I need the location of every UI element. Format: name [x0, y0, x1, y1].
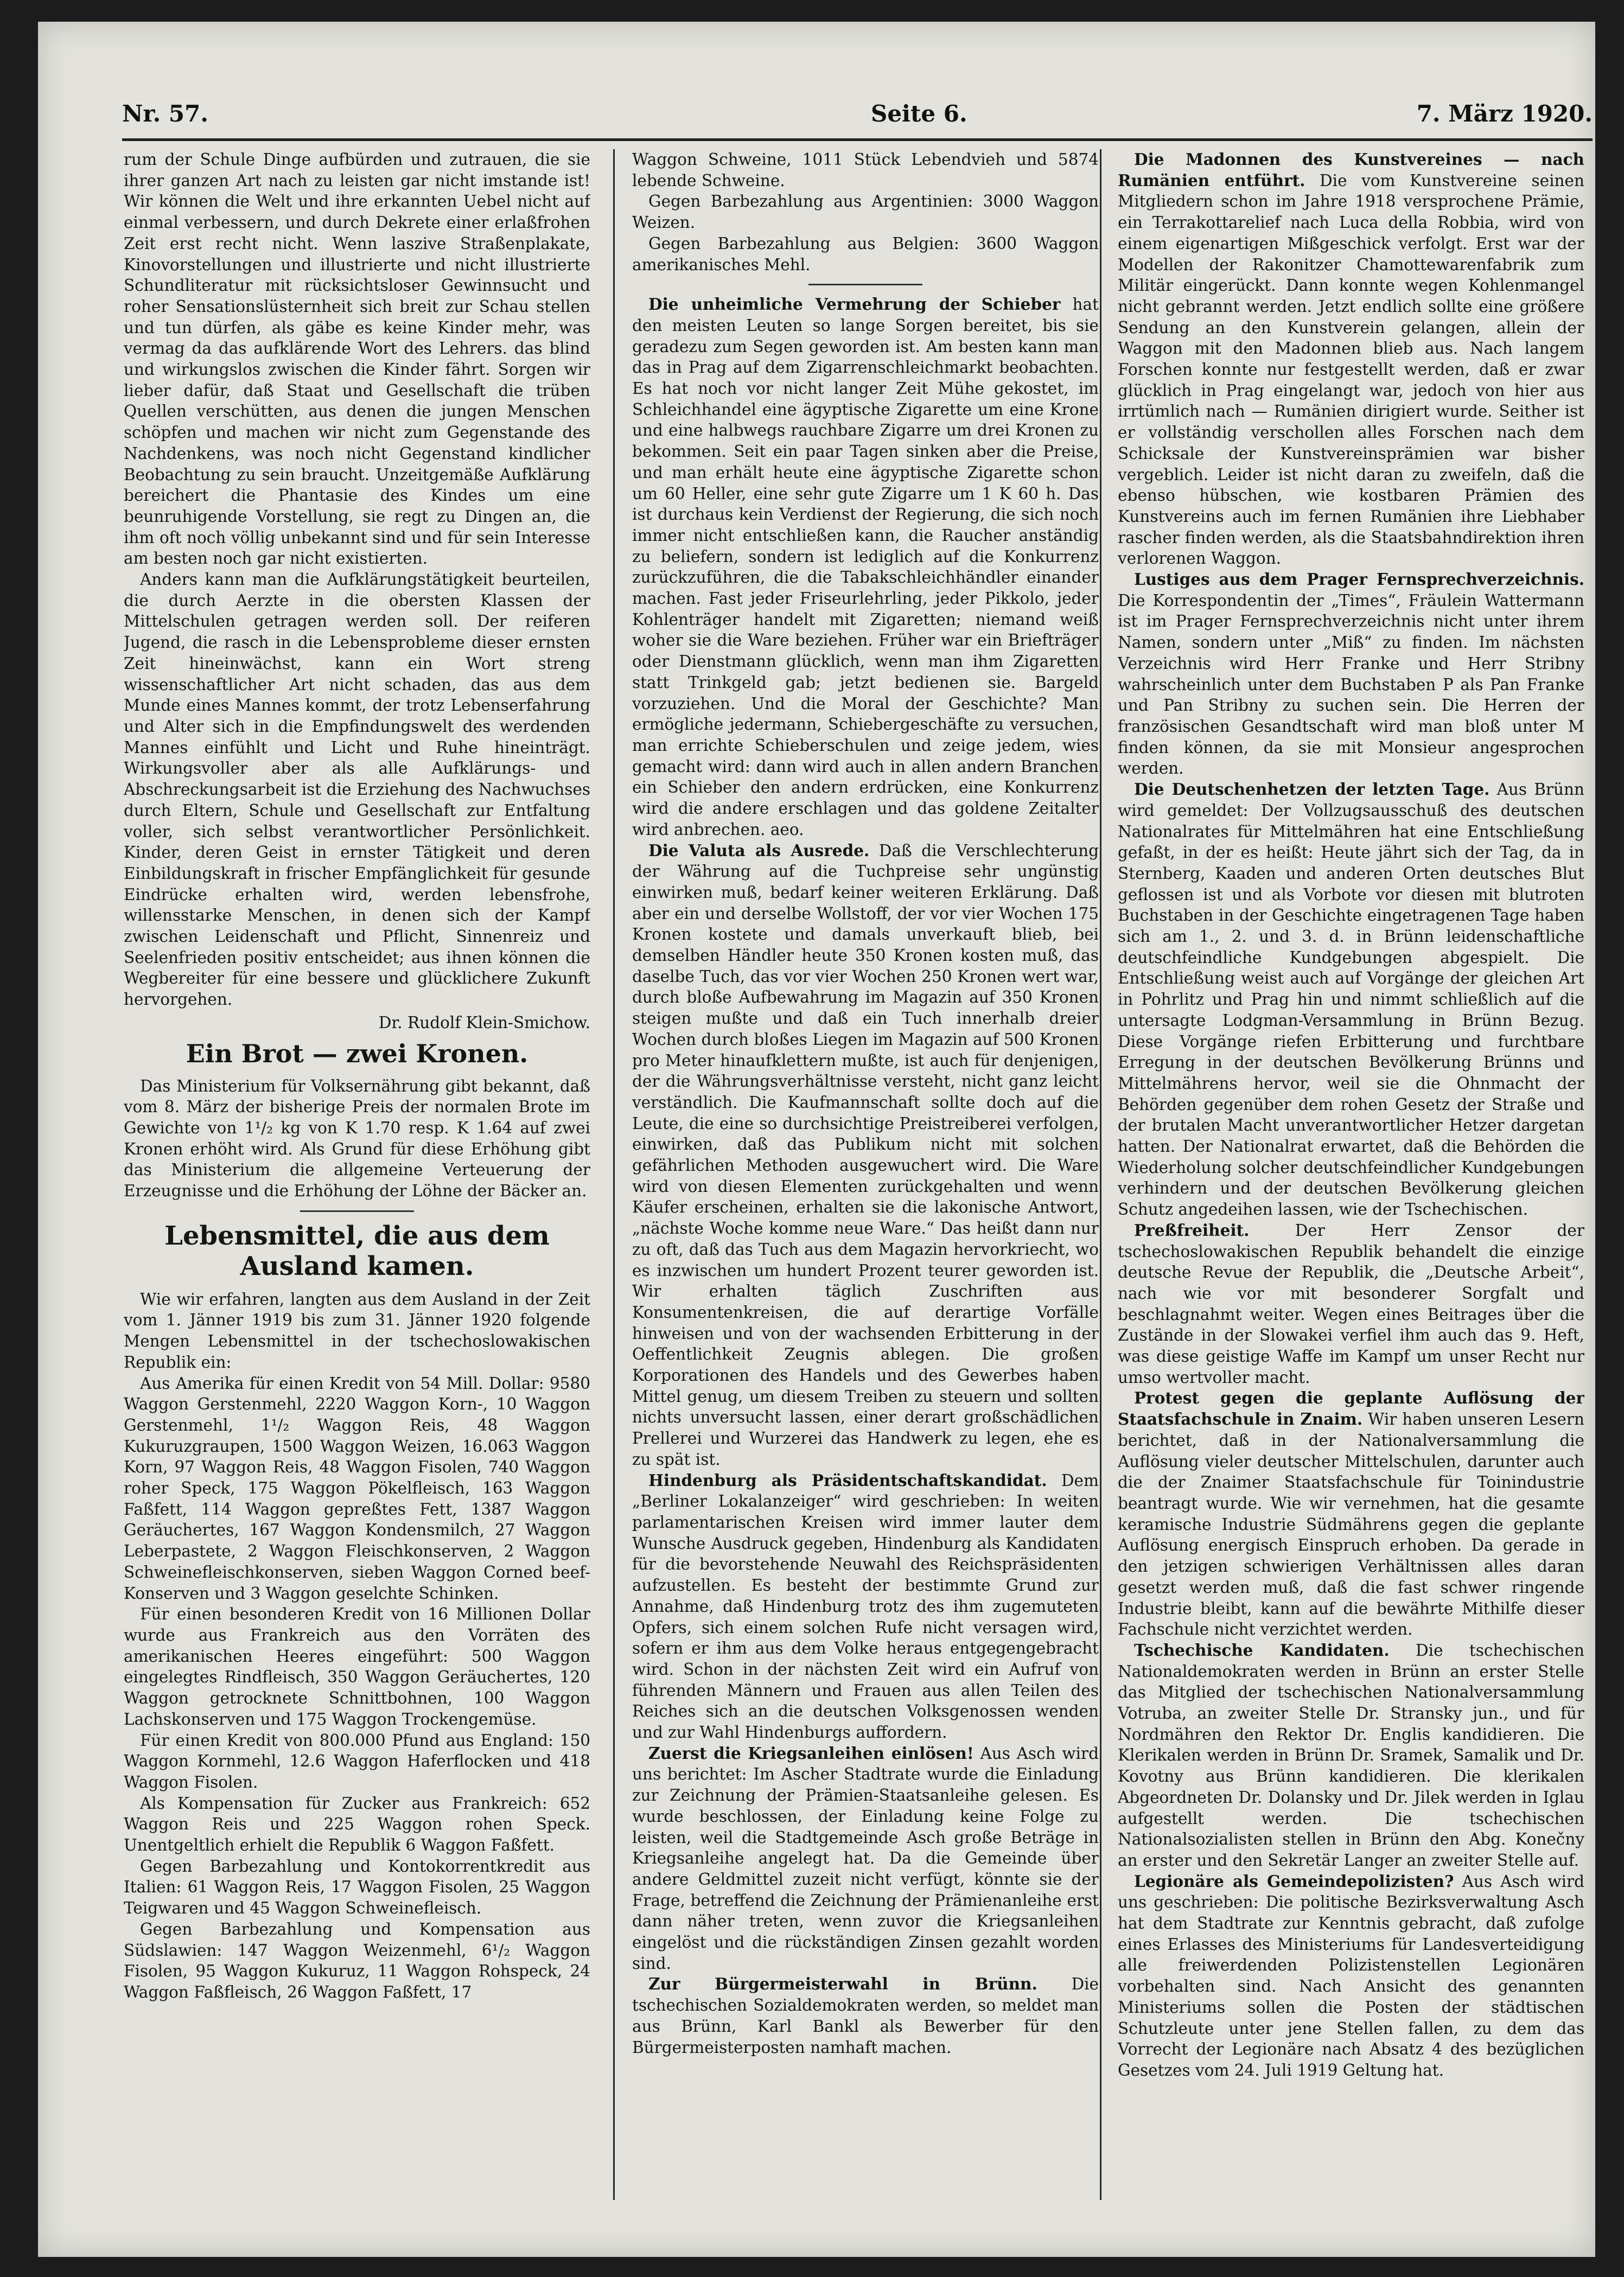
- article-paragraph: Aus Amerika für einen Kredit von 54 Mill. Dollar: 9580 Waggon Gerstenmehl, 2220 Waggon Korn-, 10 Waggon Gerstenmehl, 1¹/₂ Waggon Reis, 48 Waggon Kukuruzgraupen, 1500 Waggon Weizen, 16.063 Waggon Korn, 97 Waggon Reis, 48 Waggon Fisolen, 740 Waggon roher Speck, 175 Waggon Pökelfleisch, 163 Waggon Faßfett, 114 Waggon gepreßtes Fett, 1387 Waggon Geräuchertes, 167 Waggon Kondensmilch, 27 Waggon Leberpastete, 2 Waggon Fleischkonserven, 2 Waggon Schweinefleischkonserven, sieben Waggon Corned beef-Konserven und 3 Waggon geselchte Schinken.: [124, 1374, 590, 1603]
- news-item: [632, 294, 1099, 840]
- article-paragraph: Für einen besonderen Kredit von 16 Millionen Dollar wurde aus Frankreich aus den Vorräten des amerikanischen Heeres eingeführt: 500 Waggon eingelegtes Rindfleisch, 350 Waggon Geräuchertes, 120 Waggon getrocknete Schnittbohnen, 100 Waggon Lachskonserven und 175 Waggon Trockengemüse.: [124, 1605, 590, 1729]
- article-paragraph: Gegen Barbezahlung und Kontokorrentkredit aus Italien: 61 Waggon Reis, 17 Waggon Fisolen, 25 Waggon Teigwaren und 45 Waggon Schweinefleisch.: [124, 1857, 590, 1918]
- author-initials: aeo.: [770, 820, 804, 839]
- column-3: [1118, 149, 1584, 2211]
- issue-date: 7. März 1920.: [1416, 100, 1593, 127]
- page-header: [122, 100, 1593, 138]
- news-item-text: Die tschechischen Sozialdemokraten werden, so meldet man aus Brünn, Karl Bankl als Bewerber für den Bürgermeisterposten namhaft machen.: [632, 1975, 1099, 2057]
- news-item-title: Tschechische Kandidaten.: [1134, 1640, 1390, 1660]
- news-item-title: Hindenburg als Präsidentschaftskandidat.: [648, 1470, 1047, 1490]
- news-item: [1118, 779, 1584, 1220]
- news-item-title: Zur Bürgermeisterwahl in Brünn.: [648, 1974, 1037, 1994]
- news-item: [632, 1743, 1099, 1974]
- article-heading: Lebensmittel, die aus dem Ausland kamen.: [164, 1220, 550, 1281]
- column-divider: [1100, 149, 1101, 2200]
- news-item-title: Zuerst die Kriegsanleihen einlösen!: [648, 1743, 974, 1763]
- news-item-text: Aus Asch wird uns berichtet: Im Ascher Stadtrate wurde die Einladung zur Zeichnung der Prämien-Staatsanleihe gelesen. Es wurde beschlossen, der Einladung keine Folge zu leisten, weil die Stadtgemeinde Asch große Beträge in Kriegsanleihe angelegt hat. Da die Gemeinde über andere Geldmittel zuzeit nicht verfügt, könnte sie der Frage, betreffend die Zeichnung der Prämienanleihe erst dann näher treten, wenn zuvor die Kriegsanleihen eingelöst und die rückständigen Zinsen gezahlt worden sind.: [632, 1744, 1099, 1973]
- news-item-title: Die Deutschenhetzen der letzten Tage.: [1134, 780, 1490, 799]
- author-signature: Dr. Rudolf Klein-Smichow.: [378, 1013, 590, 1032]
- news-item-text: hat den meisten Leuten so lange Sorgen bereitet, bis sie geradezu zum Segen geworden ist. Am besten kann man das in Prag auf dem Zigarrenschleichmarkt beobachten. Es hat noch vor nicht langer Zeit Mühe gekostet, im Schleichhandel eine ägyptische Zigarette um eine Krone und eine halbwegs rauchbare Zigarre um drei Kronen zu bekommen. Seit ein paar Tagen sinken aber die Preise, und man erhält heute eine ägyptische Zigarette schon um 60 Heller, eine sehr gute Zigarre um 1 K 60 h. Das ist durchaus kein Verdienst der Regierung, die sich noch immer nicht entschließen kann, die Raucher anständig zu beliefern, sondern ist lediglich auf die Konkurrenz zurückzuführen, die die Tabakschleichhändler einander machen. Fast jeder Friseurlehrling, jeder Pikkolo, jeder Kohlenträger handelt mit Zigaretten; niemand weiß woher sie die Ware beziehen. Früher war ein Briefträger oder Dienstmann glücklich, wenn man ihm Zigaretten statt Trinkgeld gab; jetzt bedienen sie. Bargeld vorzuziehen. Und die Moral der Geschichte? Man ermögliche jedermann, Schiebergeschäfte zu versuchen, man errichte Schieberschulen und zeige jedem, wies gemacht wird: dann wird auch in allen andern Branchen ein Schieber den andern erdrücken, eine Konkurrenz wird die andere erschlagen und das goldene Zeitalter wird anbrechen.: [632, 295, 1099, 839]
- news-item-text: Der Herr Zensor der tschechoslowakischen Republik behandelt die einzige deutsche Revue der Republik, die „Deutsche Arbeit“, nach wie vor mit besonderer Sorgfalt und beschlagnahmt weiter. Wegen eines Beitrages über die Zustände in der Slowakei verfiel ihm auch das 9. Heft, was diese geistige Waffe im Kampf um unser Recht nur umso wertvoller macht.: [1118, 1221, 1584, 1387]
- separator: [300, 1210, 414, 1212]
- article-paragraph: Als Kompensation für Zucker aus Frankreich: 652 Waggon Reis und 225 Waggon rohen Speck. Unentgeltlich erhielt die Republik 6 Waggon Faßfett.: [124, 1794, 590, 1855]
- article-paragraph: Gegen Barbezahlung und Kompensation aus Südslawien: 147 Waggon Weizenmehl, 6¹/₂ Waggon Fisolen, 95 Waggon Kukuruz, 11 Waggon Rohspeck, 24 Waggon Faßfleisch, 26 Waggon Faßfett, 17: [124, 1919, 590, 2001]
- news-item-text: Aus Brünn wird gemeldet: Der Vollzugsausschuß des deutschen Nationalrates für Mittelmähren hat eine Entschließung gefaßt, in der es heißt: Heute jährt sich der Tag, da in Sternberg, Kaaden und anderen Orten deutsches Blut geflossen ist und als Vorbote vor diesen mit blutroten Buchstaben in der Geschichte eingetragenen Tage haben sich am 1., 2. und 3. d. in Brünn leidenschaftliche deutschfeindliche Kundgebungen abgespielt. Die Entschließung weist auch auf Vorgänge der gleichen Art in Pohrlitz und Prag hin und nimmt schließlich auf die untersagte Lodgman-Versammlung in Brünn Bezug. Diese Vorgänge riefen Erbitterung und furchtbare Erregung in der deutschen Bevölkerung Brünns und Mittelmährens hervor, weil sie die Ohnmacht der Behörden gegenüber dem rohen Gesetz der Straße und der brutalen Macht unverantwortlicher Hetzer dargetan hatten. Der Nationalrat erwartet, daß die Behörden die Wiederholung solcher deutschfeindlicher Kundgebungen verhindern und der deutschen Bevölkerung gleichen Schutz angedeihen lassen, wie der Tschechischen.: [1118, 780, 1584, 1219]
- news-item-title: Protest gegen die geplante Auflösung der Staatsfachschule in Znaim.: [1118, 1388, 1584, 1429]
- news-item: [632, 1470, 1099, 1743]
- news-item-title: Legionäre als Gemeindepolizisten?: [1134, 1871, 1454, 1891]
- column-2: [632, 149, 1099, 2211]
- article-paragraph: Waggon Schweine, 1011 Stück Lebendvieh und 5874 lebende Schweine.: [632, 150, 1099, 190]
- article-paragraph: Wie wir erfahren, langten aus dem Ausland in der Zeit vom 1. Jänner 1919 bis zum 31. Jänner 1920 folgende Mengen Lebensmittel in der tschechoslowakischen Republik ein:: [124, 1290, 590, 1372]
- news-item-text: Die tschechischen Nationaldemokraten werden in Brünn an erster Stelle das Mitglied der tschechischen Nationalversammlung Votruba, an zweiter Stelle Dr. Stransky jun., und für Nordmähren den Rektor Dr. Englis kandidieren. Die Klerikalen werden in Brünn Dr. Sramek, Samalik und Dr. Kovotny aus Brünn kandidieren. Die klerikalen Abgeordneten Dr. Dolansky und Dr. Jilek werden in Iglau aufgestellt werden. Die tschechischen Nationalsozialisten stellen in Brünn den Abg. Konečny an erster und den Sekretär Langer an zweiter Stelle auf.: [1118, 1641, 1584, 1870]
- header-rule: [122, 138, 1593, 141]
- column-1: [124, 149, 590, 2211]
- news-item-text: Aus Asch wird uns geschrieben: Die politische Bezirksverwaltung Asch hat dem Stadtrate zur Kenntnis gebracht, daß zufolge eines Erlasses des Ministeriums für Landesverteidigung alle freiwerdenden Polizistenstellen Legionären vorbehalten sind. Nach Ansicht des genannten Ministeriums sollen die Posten der städtischen Schutzleute unter jene Stellen fallen, zu dem das Vorrecht der Legionäre nach Absatz 4 des bezüglichen Gesetzes vom 24. Juli 1919 Geltung hat.: [1118, 1872, 1584, 2080]
- separator: [808, 284, 922, 285]
- news-item-title: Preßfreiheit.: [1134, 1220, 1250, 1240]
- news-item-text: Die vom Kunstvereine seinen Mitgliedern schon im Jahre 1918 versprochene Prämie, ein Terrakottarelief nach Luca della Robbia, wird von einem eigenartigen Mißgeschick verfolgt. Erst war der Modellen der Rakonitzer Chamottewarenfabrik zum Militär eingerückt. Dann konnte wegen Kohlenmangel nicht gebrannt werden. Jetzt endlich sollte eine größere Sendung an den Kunstverein gelangen, allein der Waggon mit den Madonnen blieb aus. Nach langem Forschen konnte nur festgestellt werden, daß er zwar glücklich in Prag eingelangt war, jedoch von hier aus irrtümlich nach — Rumänien dirigiert wurde. Seither ist er vollständig verschollen alles Forschen nach dem Schicksale der Kunstvereinsprämien war bisher vergeblich. Leider ist nicht daran zu zweifeln, daß die ebenso hübschen, wie kostbaren Prämien des Kunstvereins auch im fernen Rumänien ihre Liebhaber rascher finden werden, als die Staatsbahndirektion ihren verlorenen Waggon.: [1118, 171, 1584, 568]
- news-item-title: Die Madonnen des Kunstvereines — nach Rumänien entführt.: [1118, 150, 1584, 190]
- news-item: [1118, 569, 1584, 779]
- news-item-text: Wir haben unseren Lesern berichtet, daß in der Nationalversammlung die Auflösung vieler deutscher Mittelschulen, darunter auch die der Znaimer Staatsfachschule für Toinindustrie beantragt wurde. Wie wir vernehmen, hat die gesamte keramische Industrie Südmährens gegen die geplante Auflösung energisch Einspruch erhoben. Da gerade in den jetzigen schwierigen Verhältnissen alles daran gesetzt werden muß, daß die fast schwer ringende Industrie bleibt, kann auf die bewährte Mithilfe dieser Fachschule nicht verzichtet werden.: [1118, 1410, 1584, 1639]
- article-paragraph: Gegen Barbezahlung aus Belgien: 3600 Waggon amerikanisches Mehl.: [632, 234, 1099, 274]
- article-paragraph: Für einen Kredit von 800.000 Pfund aus England: 150 Waggon Kornmehl, 12.6 Waggon Haferflocken und 418 Waggon Fisolen.: [124, 1731, 590, 1791]
- news-item: [632, 840, 1099, 1470]
- news-item: [1118, 1220, 1584, 1388]
- news-item: [1118, 149, 1584, 569]
- news-item-text: Dem „Berliner Lokalanzeiger“ wird geschrieben: In weiten parlamentarischen Kreisen wird immer lauter dem Wunsche Ausdruck gegeben, Hindenburg als Kandidaten für die bevorstehende Neuwahl des Reichspräsidenten aufzustellen. Es besteht der bestimmte Grund zur Annahme, daß Hindenburg trotz des ihm zugemuteten Opfers, sich einem solchen Rufe nicht versagen wird, sofern er ihm aus dem Volke heraus entgegengebracht wird. Schon in der nächsten Zeit wird ein Aufruf von führenden Männern und Frauen aus allen Teilen des Reiches sich an die deutschen Volksgenossen wenden und zur Wahl Hindenburgs auffordern.: [632, 1471, 1099, 1742]
- article-paragraph: Das Ministerium für Volksernährung gibt bekannt, daß vom 8. März der bisherige Preis der normalen Brote im Gewichte von 1¹/₂ kg von K 1.70 resp. K 1.64 auf zwei Kronen erhöht wird. Als Grund für diese Erhöhung gibt das Ministerium die allgemeine Verteuerung der Erzeugnisse und die Erhöhung der Löhne der Bäcker an.: [124, 1076, 590, 1201]
- news-item-title: Die unheimliche Vermehrung der Schieber: [648, 295, 1061, 314]
- page-number: Seite 6.: [871, 100, 967, 127]
- news-item-text: Daß die Verschlechterung der Währung auf die Tuchpreise sehr ungünstig einwirken muß, bedarf keiner weiteren Erklärung. Daß aber ein und derselbe Wollstoff, der vor vier Wochen 175 Kronen kostete und damals unverkauft blieb, bei demselben Händler heute 350 Kronen kosten muß, das daselbe Tuch, das vor vier Wochen 250 Kronen wert war, durch bloße Aufbewahrung im Magazin auf 350 Kronen steigen mußte und daß ein Tuch innerhalb dreier Wochen durch bloßes Liegen im Magazin auf 500 Kronen pro Meter hinaufklettern mußte, ist auch für denjenigen, der die Währungsverhältnisse versteht, nicht ganz leicht verständlich. Die Kaufmannschaft sollte doch auf die Leute, die eine so durchsichtige Preistreiberei verfolgen, einwirken, daß das Publikum nicht mit solchen gefährlichen Methoden ausgewuchert wird. Die Ware wird von diesen Elementen zurückgehalten und wenn Käufer erscheinen, erhalten sie die lakonische Antwort, „nächste Woche komme neue Ware.“ Das heißt dann nur zu oft, daß das Tuch aus dem Magazin hervorkriecht, wo es inzwischen um hundert Prozent teurer geworden ist. Wir erhalten täglich Zuschriften aus Konsumentenkreisen, die auf derartige Vorfälle hinweisen und von der wachsenden Erbitterung in der Oeffentlichkeit Zeugnis ablegen. Die großen Korporationen des Handels und des Gewerbes haben Mittel genug, um diesem Treiben zu steuern und sollten nichts unversucht lassen, einer derart großschädlichen Prellerei und Wurzerei das Handwerk zu legen, ehe es zu spät ist.: [632, 841, 1099, 1469]
- article-paragraph: Anders kann man die Aufklärungstätigkeit beurteilen, die durch Aerzte in die obersten Klassen der Mittelschulen getragen werden soll. Der reiferen Jugend, die rasch in die Lebensprobleme dieser ernsten Zeit hineinwächst, kann ein Wort streng wissenschaftlicher Art nicht schaden, das aus dem Munde eines Mannes kommt, der trotz Lebenserfahrung und Alter sich in die Empfindungswelt des werdenden Mannes einfühlt und Licht und Ruhe hineinträgt. Wirkungsvoller aber als alle Aufklärungs- und Abschreckungsarbeit ist die Erziehung des Nachwuchses durch Eltern, Schule und Gesellschaft zur Entfaltung voller, sich selbst verantwortlicher Persönlichkeit. Kinder, deren Geist in ernster Tätigkeit und deren Einbildungskraft in frischer Empfänglichkeit für gesunde Eindrücke erhalten wird, werden lebensfrohe, willensstarke Menschen, in denen sich der Kampf zwischen Leidenschaft und Pflicht, Sinnenreiz und Seelenfrieden positiv entscheidet; aus ihnen können die Wegbereiter für eine bessere und glücklichere Zukunft hervorgehen.: [124, 570, 590, 1009]
- article-paragraph: Gegen Barbezahlung aus Argentinien: 3000 Waggon Weizen.: [632, 192, 1099, 232]
- article-heading: Ein Brot — zwei Kronen.: [186, 1038, 528, 1068]
- news-item: [1118, 1388, 1584, 1640]
- column-divider: [613, 149, 615, 2200]
- article-paragraph: rum der Schule Dinge aufbürden und zutrauen, die sie ihrer ganzen Art nach zu leisten gar nicht imstande ist! Wir können die Welt und ihre erkannten Uebel nicht auf einmal verbessern, und durch Dekrete einer erlaßfrohen Zeit erst recht nicht. Wenn laszive Straßenplakate, Kinovorstellungen und illustrierte und nicht illustrierte Schundliteratur mit rücksichtsloser Gewinnsucht und roher Sensationslüsternheit sich breit zur Schau stellen und tun dürfen, als gäbe es keine Kinder mehr, was vermag da das aufklärende Wort des Lehrers. das blind und wirkungslos zwischen die Kinder fährt. Sorgen wir lieber dafür, daß Staat und Gesellschaft die trüben Quellen verschütten, aus denen die jungen Menschen schöpfen und machen wir nicht zum Gegenstande des Nachdenkens, was noch nicht Gegenstand kindlicher Beobachtung zu sein braucht. Unzeitgemäße Aufklärung bereichert die Phantasie des Kindes um eine beunruhigende Vorstellung, sie regt zu Dingen an, die ihm oft noch völlig unbekannt sind und für sein Interesse am besten noch gar nicht existierten.: [124, 150, 590, 568]
- news-item: [1118, 1871, 1584, 2081]
- news-item-title: Lustiges aus dem Prager Fernsprechverzeichnis.: [1134, 570, 1584, 589]
- news-item-title: Die Valuta als Ausrede.: [648, 840, 870, 860]
- news-item: [632, 1974, 1099, 2058]
- issue-number: Nr. 57.: [122, 100, 208, 127]
- news-item-text: Die Korrespondentin der „Times“, Fräulein Wattermann ist im Prager Fernsprechverzeichnis nicht unter ihrem Namen, sondern unter „Miß“ zu finden. Im nächsten Verzeichnis wird Herr Franke und Herr Stribny wahrscheinlich unter dem Buchstaben P als Pan Franke und Pan Stribny zu suchen sein. Die Herren der französischen Gesandtschaft wird man bloß unter M finden können, da sie mit Monsieur angesprochen werden.: [1118, 591, 1584, 778]
- news-item: [1118, 1640, 1584, 1871]
